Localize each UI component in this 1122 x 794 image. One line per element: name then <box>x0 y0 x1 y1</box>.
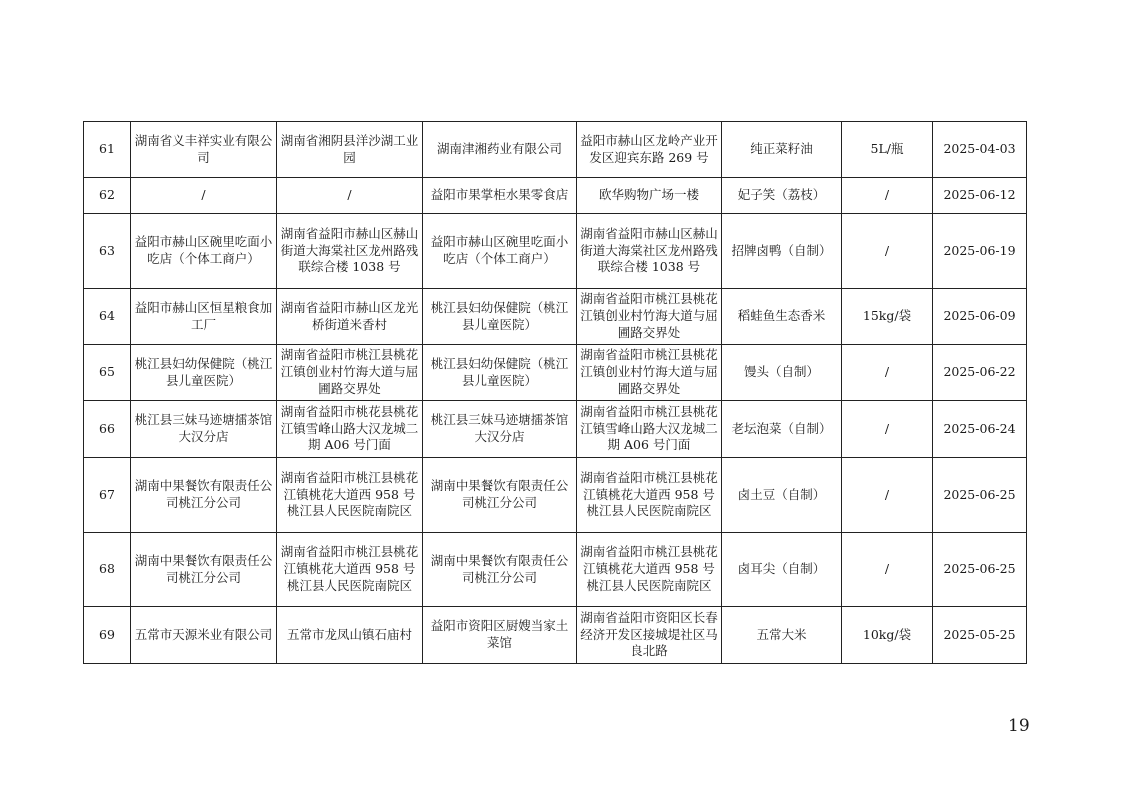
specification: 10kg/袋 <box>842 607 933 664</box>
producer-address: 湖南省益阳市桃江县桃花江镇桃花大道西 958 号桃江县人民医院南院区 <box>277 533 423 607</box>
sampled-address: 湖南省益阳市赫山区赫山街道大海棠社区龙州路残联综合楼 1038 号 <box>577 214 722 289</box>
sampled-unit: 湖南津湘药业有限公司 <box>423 122 577 178</box>
food-name: 卤耳尖（自制） <box>722 533 842 607</box>
table-row <box>84 401 1027 458</box>
sampled-unit: 湖南中果餐饮有限责任公司桃江分公司 <box>423 458 577 533</box>
sampled-address: 湖南省益阳市资阳区长春经济开发区接城堤社区马良北路 <box>577 607 722 664</box>
specification: / <box>842 178 933 214</box>
sampled-unit: 益阳市果掌柜水果零食店 <box>423 178 577 214</box>
sampled-unit: 益阳市赫山区碗里吃面小吃店（个体工商户） <box>423 214 577 289</box>
producer-address: 湖南省益阳市桃江县桃花江镇创业村竹海大道与屈圃路交界处 <box>277 345 423 401</box>
sampled-address: 湖南省益阳市桃江县桃花江镇创业村竹海大道与屈圃路交界处 <box>577 345 722 401</box>
specification: / <box>842 401 933 458</box>
specification: / <box>842 214 933 289</box>
production-date: 2025-05-25 <box>933 607 1027 664</box>
table-row <box>84 214 1027 289</box>
sampling-results-table <box>83 121 1027 664</box>
producer-name: 益阳市赫山区碗里吃面小吃店（个体工商户） <box>131 214 277 289</box>
producer-address: 湖南省益阳市桃江县桃花江镇桃花大道西 958 号桃江县人民医院南院区 <box>277 458 423 533</box>
food-name: 纯正菜籽油 <box>722 122 842 178</box>
table-row <box>84 458 1027 533</box>
production-date: 2025-06-24 <box>933 401 1027 458</box>
sampled-address: 湖南省益阳市桃江县桃花江镇创业村竹海大道与屈圃路交界处 <box>577 289 722 345</box>
sampled-address: 欧华购物广场一楼 <box>577 178 722 214</box>
sampled-unit: 益阳市资阳区厨嫂当家土菜馆 <box>423 607 577 664</box>
producer-address: 湖南省益阳市桃花县桃花江镇雪峰山路大汉龙城二期 A06 号门面 <box>277 401 423 458</box>
row-number: 66 <box>84 401 131 458</box>
producer-name: / <box>131 178 277 214</box>
food-name: 招牌卤鸭（自制） <box>722 214 842 289</box>
row-number: 65 <box>84 345 131 401</box>
food-name: 妃子笑（荔枝） <box>722 178 842 214</box>
producer-name: 五常市天源米业有限公司 <box>131 607 277 664</box>
production-date: 2025-06-19 <box>933 214 1027 289</box>
specification: / <box>842 533 933 607</box>
specification: / <box>842 458 933 533</box>
row-number: 64 <box>84 289 131 345</box>
specification: / <box>842 345 933 401</box>
row-number: 68 <box>84 533 131 607</box>
food-name: 稻蛙鱼生态香米 <box>722 289 842 345</box>
table-row <box>84 345 1027 401</box>
food-name: 老坛泡菜（自制） <box>722 401 842 458</box>
food-name: 五常大米 <box>722 607 842 664</box>
producer-name: 桃江县妇幼保健院（桃江县儿童医院） <box>131 345 277 401</box>
production-date: 2025-04-03 <box>933 122 1027 178</box>
table-row <box>84 289 1027 345</box>
production-date: 2025-06-22 <box>933 345 1027 401</box>
table-body <box>84 122 1027 664</box>
production-date: 2025-06-25 <box>933 533 1027 607</box>
sampled-unit: 桃江县妇幼保健院（桃江县儿童医院） <box>423 289 577 345</box>
producer-address: 湖南省湘阴县洋沙湖工业园 <box>277 122 423 178</box>
table-row <box>84 533 1027 607</box>
sampled-address: 湖南省益阳市桃江县桃花江镇桃花大道西 958 号桃江县人民医院南院区 <box>577 458 722 533</box>
production-date: 2025-06-09 <box>933 289 1027 345</box>
row-number: 69 <box>84 607 131 664</box>
producer-address: 湖南省益阳市赫山区赫山街道大海棠社区龙州路残联综合楼 1038 号 <box>277 214 423 289</box>
table-row <box>84 607 1027 664</box>
specification: 15kg/袋 <box>842 289 933 345</box>
food-name: 馒头（自制） <box>722 345 842 401</box>
food-name: 卤土豆（自制） <box>722 458 842 533</box>
production-date: 2025-06-25 <box>933 458 1027 533</box>
sampled-address: 湖南省益阳市桃江县桃花江镇桃花大道西 958 号桃江县人民医院南院区 <box>577 533 722 607</box>
sampled-unit: 桃江县三妹马迹塘擂茶馆大汉分店 <box>423 401 577 458</box>
producer-address: / <box>277 178 423 214</box>
producer-name: 桃江县三妹马迹塘擂茶馆大汉分店 <box>131 401 277 458</box>
row-number: 62 <box>84 178 131 214</box>
producer-name: 湖南省义丰祥实业有限公司 <box>131 122 277 178</box>
producer-name: 湖南中果餐饮有限责任公司桃江分公司 <box>131 533 277 607</box>
table-row <box>84 178 1027 214</box>
production-date: 2025-06-12 <box>933 178 1027 214</box>
sampled-unit: 湖南中果餐饮有限责任公司桃江分公司 <box>423 533 577 607</box>
specification: 5L/瓶 <box>842 122 933 178</box>
row-number: 61 <box>84 122 131 178</box>
sampled-address: 湖南省益阳市桃江县桃花江镇雪峰山路大汉龙城二期 A06 号门面 <box>577 401 722 458</box>
row-number: 67 <box>84 458 131 533</box>
table-row <box>84 122 1027 178</box>
producer-name: 益阳市赫山区恒星粮食加工厂 <box>131 289 277 345</box>
producer-name: 湖南中果餐饮有限责任公司桃江分公司 <box>131 458 277 533</box>
row-number: 63 <box>84 214 131 289</box>
producer-address: 湖南省益阳市赫山区龙光桥街道米香村 <box>277 289 423 345</box>
sampled-address: 益阳市赫山区龙岭产业开发区迎宾东路 269 号 <box>577 122 722 178</box>
page-number: 19 <box>1008 716 1030 736</box>
sampled-unit: 桃江县妇幼保健院（桃江县儿童医院） <box>423 345 577 401</box>
producer-address: 五常市龙凤山镇石庙村 <box>277 607 423 664</box>
